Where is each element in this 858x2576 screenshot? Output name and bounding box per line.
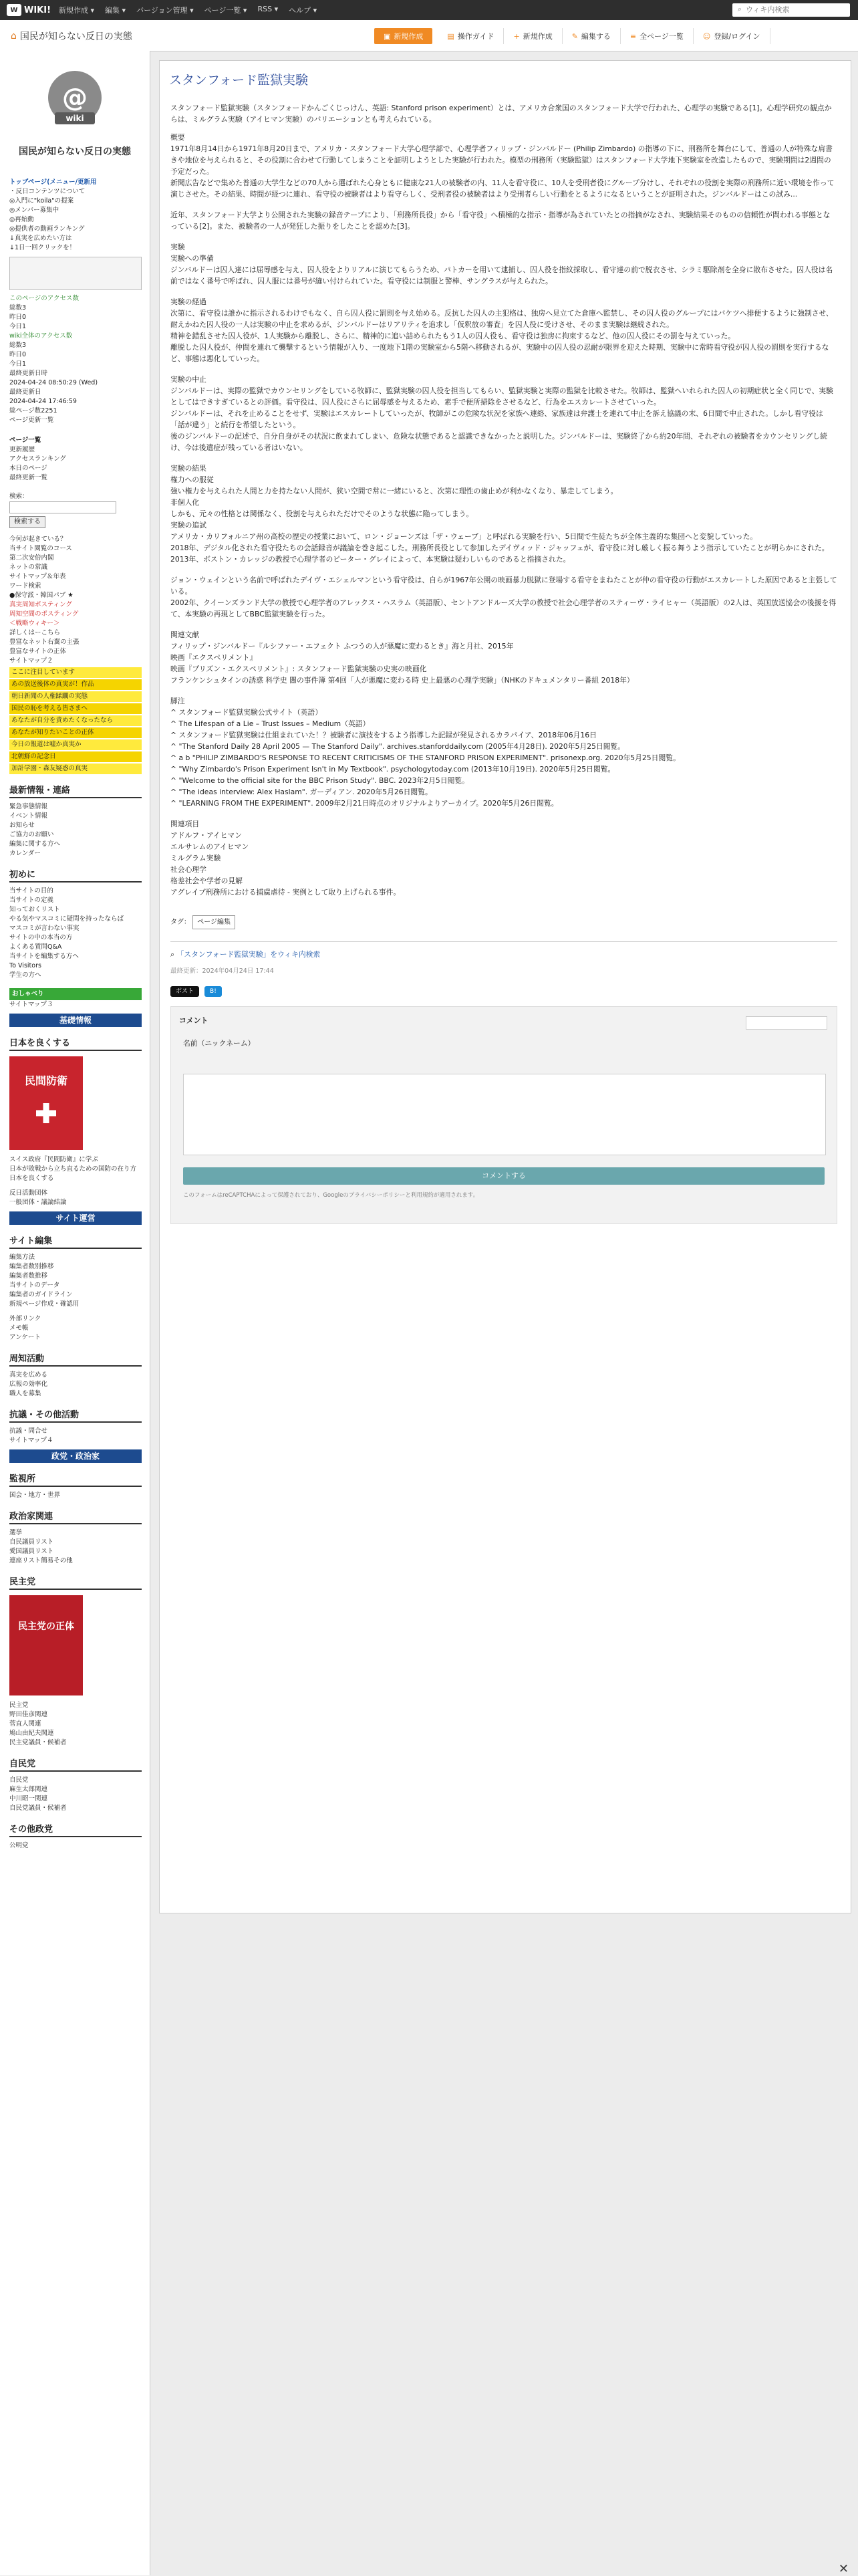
sidebar-title: 国民が知らない反日の実態	[19, 146, 131, 157]
recaptcha-note: このフォームはreCAPTCHAによって保護されており、Googleのプライバシーポリシーと利用規約が適用されます。	[183, 1192, 479, 1199]
user-icon: ☺	[702, 31, 711, 41]
sidebar-content	[9, 178, 142, 1851]
section-heading: 関連項目	[170, 820, 200, 828]
tag-area	[170, 915, 837, 929]
counter-value: 2024-04-24 08:50:29 (Wed)	[9, 379, 98, 386]
first-link[interactable]: サイトの中の本当の方	[9, 934, 73, 941]
menu-edit[interactable]: 編集 ▾	[105, 6, 126, 15]
section-heading: 実験	[170, 243, 185, 251]
first-link[interactable]: 当サイトの目的	[9, 887, 53, 895]
wiki-logo[interactable]	[7, 4, 51, 16]
counter-label: wiki全体のアクセス数	[9, 332, 73, 340]
article-section	[170, 241, 837, 287]
sidebar-link[interactable]: 当サイト閲覧のコース	[9, 545, 72, 552]
minshu-heading: 民主党	[9, 1578, 142, 1590]
section-paragraph: 実験の追試	[170, 521, 206, 530]
all-pages-button[interactable]	[621, 28, 694, 44]
japan-link[interactable]: 日本を良くする	[9, 1175, 54, 1182]
section-paragraph: ^ "Welcome to the official site for the BBC Prison Study". BBC. 2023年2月5日閲覧。	[170, 776, 469, 785]
section-paragraph: 後のジンバルドーの記述で、自分自身がその状況に飲まれてしまい、危険な状態であると認識できなかったと説明した。ジンバルドーは、実験終了から約20年間、それぞれの被験者をカウンセリングし続け、今は後遺症が残っている者はいない。	[170, 432, 827, 452]
japan-link[interactable]: スイス政府『民間防衛』に学ぶ	[9, 1156, 98, 1163]
area-heading: 周知活動	[9, 1355, 142, 1367]
counter-value: 総ページ数2251	[9, 407, 57, 415]
divider	[170, 941, 837, 942]
section-paragraph: フランケンシュタインの誘惑 科学史 闇の事件簿 第4回「人が悪魔に変わる時 史上最悪の心理学実験」（NHKのドキュメンタリー番組 2018年）	[170, 676, 634, 685]
section-heading: 実験の経過	[170, 298, 206, 306]
sidebar-search-input[interactable]	[9, 501, 116, 513]
sidebar-link[interactable]: 豊富なサイトの正体	[9, 648, 66, 655]
top-page-link[interactable]: トップページ(メニュー/更新用	[9, 179, 97, 186]
section-heading: 概要	[170, 133, 185, 142]
site-ops-bar: サイト運営	[9, 1211, 142, 1225]
first-link[interactable]: マスコミが言わない事実	[9, 925, 80, 932]
article-section	[170, 209, 837, 232]
minshu-link[interactable]: 菅直人関連	[9, 1720, 41, 1728]
article-section	[170, 374, 837, 453]
highlight-item[interactable]: 朝日新聞の人権蹂躙の実態	[9, 691, 142, 702]
sidebar-link[interactable]: 豊富なネット右翼の主張	[9, 638, 80, 646]
sitemap-link[interactable]: サイトマップ２	[9, 657, 53, 665]
news-link[interactable]: 編集に関する方へ	[9, 840, 61, 848]
counter-value: 今日1	[9, 360, 27, 368]
comment-form	[170, 1006, 837, 1224]
site-link[interactable]: 編集者のガイドライン	[9, 1291, 73, 1298]
section-paragraph: ^ The Lifespan of a Lie – Trust Issues – Medium（英語）	[170, 719, 370, 728]
jimin-link[interactable]: 自民党	[9, 1776, 29, 1784]
news-link[interactable]: ご協力のお願い	[9, 831, 54, 838]
site-header	[0, 20, 858, 51]
search-link-text[interactable]: 「スタンフォード監獄実験」をウィキ内検索	[176, 950, 321, 959]
sidebar-link[interactable]: サイトマップ＆年表	[9, 573, 66, 580]
highlight-item[interactable]: 今日の報道は嘘か真実か	[9, 739, 142, 750]
site-link[interactable]: アンケート	[9, 1334, 41, 1341]
other-link[interactable]: 公明党	[9, 1842, 29, 1849]
protest-heading: 抗議・その他活動	[9, 1411, 142, 1423]
section-paragraph: 強い権力を与えられた人間と力を持たない人間が、狭い空間で常に一緒にいると、次第に理性の歯止めが利かなくなり、暴走してしまう。	[170, 487, 618, 495]
counter-label: このページのアクセス数	[9, 295, 80, 302]
area-link[interactable]: 真実を広める	[9, 1371, 48, 1379]
plus-icon: +	[513, 31, 520, 41]
menu-rss[interactable]: RSS ▾	[257, 5, 279, 13]
counter-label: 最終更新日時	[9, 370, 48, 377]
social-buttons	[170, 986, 837, 997]
section-paragraph: 2013年、ボストン・カレッジの教授で心理学者のピーター・グレイによって、本実験は疑わしいものであると指摘された。	[170, 555, 571, 564]
guide-icon: ▤	[447, 31, 454, 41]
plus-icon: ▣	[384, 31, 391, 41]
party-link[interactable]: 愛国議員リスト	[9, 1548, 54, 1555]
counter-value: 2024-04-24 17:46:59	[9, 398, 77, 405]
news-heading: 最新情報・連絡	[9, 786, 142, 798]
wiki-at-logo[interactable]: @	[48, 71, 102, 124]
tag-edit-button[interactable]: ページ編集	[192, 915, 235, 929]
sidebar-search-button[interactable]: 検索する	[9, 516, 45, 528]
edit-button[interactable]	[563, 28, 621, 44]
site-link[interactable]: メモ帳	[9, 1324, 29, 1332]
highlight-item[interactable]: 北朝鮮の記念日	[9, 751, 142, 762]
politics-bar: 政党・政治家	[9, 1449, 142, 1463]
sidebar-line: ↓真実を広めたい方は	[9, 235, 72, 242]
search-icon: ⌕	[170, 950, 177, 959]
section-paragraph: アメリカ・カリフォルニア州の高校の歴史の授業において、ロン・ジョーンズは「ザ・ウェーブ」と呼ばれる実験を行い、5日間で生徒たちが全体主義的な集団へと変貌していった。	[170, 532, 758, 541]
party-link[interactable]: 自民議員リスト	[9, 1538, 54, 1546]
counter-value: 昨日0	[9, 314, 27, 321]
site-link[interactable]: 編集者数推移	[9, 1272, 48, 1280]
site-heading: サイト編集	[9, 1237, 142, 1249]
highlight-item[interactable]: あの放送後体の真実が！作品	[9, 679, 142, 690]
guide-button[interactable]	[438, 28, 504, 44]
history-link[interactable]: 更新履歴	[9, 446, 35, 453]
ranking-banner[interactable]	[9, 257, 142, 290]
sidebar-line[interactable]: ◎提供者の動画ランキング	[9, 225, 85, 233]
sidebar-top-link[interactable]	[9, 178, 142, 187]
comment-textarea[interactable]	[183, 1074, 826, 1155]
jimin-link[interactable]: 麻生太郎関連	[9, 1786, 48, 1793]
highlight-item[interactable]: ここに注目しています	[9, 667, 142, 678]
wiki-logo-label: wiki	[55, 112, 95, 124]
close-icon[interactable]: ✕	[838, 2562, 849, 2576]
book-banner[interactable]	[9, 1056, 83, 1150]
highlight-item[interactable]: 加計学園・森友疑惑の真実	[9, 764, 142, 774]
news-link[interactable]: イベント情報	[9, 812, 48, 820]
news-link[interactable]: カレンダー	[9, 850, 41, 857]
sidebar-line[interactable]: ◎再始動	[9, 216, 34, 223]
first-link[interactable]: 当サイトの定義	[9, 897, 53, 904]
section-paragraph: アドルフ・アイヒマン	[170, 831, 242, 840]
sitemap3-link[interactable]: サイトマップ３	[9, 1001, 53, 1008]
cross-icon	[36, 1103, 56, 1123]
guide-label: 操作ガイド	[457, 32, 494, 41]
jimin-link[interactable]: 中川昭一関連	[9, 1795, 48, 1802]
section-heading: 実験の結果	[170, 464, 206, 473]
logo-text: WIKI!	[24, 5, 51, 15]
minshu-link[interactable]: 鳩山由紀夫関連	[9, 1730, 54, 1737]
first-heading: 初めに	[9, 870, 142, 883]
other-heading: その他政党	[9, 1825, 142, 1837]
section-paragraph: 2002年、クイーンズランド大学の教授で心理学者のアレックス・ハスラム（英語版）、セントアンドルーズ大学の教授で社会心理学者のスティーヴ・ライヒャー（英語版）の2人は、英国放送協会の後援を得て、本実験の再現としてBBC監獄実験を行った。	[170, 598, 837, 618]
article-section	[170, 695, 837, 809]
section-paragraph: 映画『プリズン・エクスペリメント』: スタンフォード監獄実験の史実の映画化	[170, 665, 427, 673]
jimin-heading: 自民党	[9, 1760, 142, 1772]
section-paragraph: ^ "The Stanford Daily 28 April 2005 — The Stanford Daily". archives.stanforddaily.com (2005年4月28日). 2020年5月25日閲覧。	[170, 742, 625, 751]
first-link[interactable]: やる気やマスコミに疑問を持ったならば	[9, 915, 124, 923]
area-link[interactable]: 職人を募集	[9, 1390, 41, 1397]
book2-title: 民主党の正体	[18, 1621, 74, 1632]
section-heading: 脚注	[170, 697, 185, 705]
top-bar	[0, 0, 858, 20]
section-paragraph: 新聞広告などで集めた普通の大学生などの70人から選ばれた心身ともに健康な21人の被験者の内、11人を看守役に、10人を受刑者役にグループ分けし、それぞれの役割を実際の刑務所に近い環境を作って演じさせた。その結果、時間が経つに連れ、看守役の被験者はより看守らしく、受刑者役の被験者はより受刑者らしい行動をとるようになるということが証明された。ジンバルドーはこの試み...	[170, 179, 835, 199]
list-icon: ≡	[629, 31, 637, 41]
section-paragraph: 1971年8月14日から1971年8月20日まで、アメリカ・スタンフォード大学心理学部で、心理学者フィリップ・ジンバルドー (Philip Zimbardo) の指導の下に、刑務所を舞台にして、普通の人が特殊な肩書きや地位を与えられると、その役割に合わせて行動してしまうことを証明しようとした実験が行われた。模型の刑務所（実験監獄）はスタンフォード大学地下実験室を改造したもので、実験期間は2週間の予定だった。	[170, 144, 833, 176]
counter-label: 最終更新日	[9, 388, 41, 396]
section-paragraph: フィリップ・ジンバルドー『ルシファー・エフェクト ふつうの人が悪魔に変わるとき』海と月社、2015年	[170, 642, 514, 651]
recent-link[interactable]: 最終更新一覧	[9, 474, 48, 481]
article-section	[170, 463, 837, 565]
sidebar-link[interactable]: ●保守派・韓国パブ ★	[9, 592, 74, 599]
nickname-input[interactable]	[746, 1016, 827, 1030]
site-link[interactable]: 新規ページ作成・確認用	[9, 1300, 80, 1308]
party-link[interactable]: 連座リスト簡易その他	[9, 1557, 73, 1564]
sidebar-line[interactable]: ◎メンバー募集中	[9, 207, 59, 214]
highlight-item[interactable]: あなたが自分を責めたくなったなら	[9, 715, 142, 726]
search-icon: ⌕	[737, 5, 742, 13]
area-link[interactable]: 広報の効率化	[9, 1381, 48, 1388]
top-menu	[59, 5, 317, 15]
japan-heading: 日本を良くする	[9, 1039, 142, 1051]
article-section	[170, 132, 837, 200]
article-sections	[170, 132, 837, 898]
article-section	[170, 296, 837, 364]
section-paragraph: ^ スタンフォード監獄実験公式サイト（英語）	[170, 708, 323, 717]
intro-paragraph: スタンフォード監獄実験（スタンフォードかんごくじっけん、英語: Stanford prison experiment）とは、アメリカ合衆国のスタンフォード大学で行われた、心理学の実験である[1]。心理学研究の観点からは、ミルグラム実験（アイヒマン実験）のバリエーションとも考えられている。	[170, 104, 832, 124]
section-paragraph: エルサレムのアイヒマン	[170, 842, 249, 851]
minshu-link[interactable]: 野田佳彦関連	[9, 1711, 48, 1718]
site-link[interactable]: 編集方法	[9, 1254, 35, 1261]
menu-pages[interactable]: ページ一覧 ▾	[204, 6, 247, 15]
section-paragraph: 権力への服従	[170, 475, 214, 484]
red-link[interactable]: ＜戦略ウィキー＞	[9, 620, 60, 627]
section-paragraph: ミルグラム実験	[170, 854, 221, 862]
sidebar-line: ↓1日一回クリックを！	[9, 244, 76, 251]
protest-link[interactable]: サイトマップ４	[9, 1437, 53, 1444]
sidebar-link[interactable]: ワード検索	[9, 582, 41, 590]
site-title[interactable]	[11, 29, 132, 43]
article-body	[170, 102, 837, 1224]
section-paragraph: ジンバルドーは、実際の監獄でカウンセリングをしている牧師に、監獄実験の囚人役を担当してもらい、監獄実験と実際の監獄を比較させた。牧師は、監獄へいれられた囚人の初期症状と全く同じで、実験としてはできすぎているとの評価。看守役は、囚人役にさらに屈辱感を与えるため、素手で便所掃除をさせるなど、行為をエスカレートさせていった。	[170, 386, 833, 406]
party-link[interactable]: 選挙	[9, 1529, 23, 1536]
sidebar-line[interactable]: ・反日コンテンツについて	[9, 188, 86, 195]
party-link[interactable]: 国会・地方・世界	[9, 1492, 61, 1499]
main-content	[159, 60, 851, 1913]
book-title: 民間防衛	[24, 1074, 67, 1087]
site-link[interactable]: 編集者数別推移	[9, 1263, 54, 1270]
section-paragraph: 非個人化	[170, 498, 200, 507]
new-button[interactable]	[504, 28, 562, 44]
highlight-list	[9, 667, 142, 774]
x-post-button[interactable]: ポスト	[170, 986, 199, 997]
sidebar-search-label: 検索：	[9, 493, 29, 500]
counter-value: 総数3	[9, 304, 27, 312]
sidebar-link[interactable]: ネットの常識	[9, 564, 48, 571]
first-link[interactable]: 当サイトを編集する方へ	[9, 953, 79, 960]
section-paragraph: ^ "LEARNING FROM THE EXPERIMENT". 2009年2月21日時点のオリジナルよりアーカイブ。2020年5月26日閲覧。	[170, 799, 559, 808]
section-paragraph: 社会心理学	[170, 865, 206, 874]
article-section	[170, 818, 837, 898]
counter-value: 総数3	[9, 342, 27, 349]
today-link[interactable]: 本日のページ	[9, 465, 47, 472]
section-paragraph: 離脱した囚人役が、仲間を連れて襲撃するという情報が入り、一度地下1階の実験室から5階へ移動されるが、実験中の囚人役の忍耐が限界を迎えた時期、実験中に常時看守役が囚人役の罰則を実行するなど、事態は悪化していった。	[170, 343, 829, 363]
home-icon: ⌂	[11, 31, 17, 41]
pencil-icon: ✎	[571, 31, 578, 41]
page-list-link[interactable]: ページ一覧	[9, 437, 41, 444]
wiki-search-input[interactable]	[732, 3, 850, 17]
tag-label: タグ：	[170, 919, 190, 926]
sidebar-link[interactable]: 今何が起きている？	[9, 536, 67, 543]
highlight-item[interactable]: 国民の恥を考える皆さまへ	[9, 703, 142, 714]
base-bar: 基礎情報	[9, 1014, 142, 1027]
section-heading: 実験の中止	[170, 375, 206, 384]
section-paragraph: 近年、スタンフォード大学より公開された実験の録音テープにより、「刑務所長役」から「看守役」へ積極的な指示・指導が為されていたとの指摘がなされ、実験結果そのものの信頼性が問われる事態となっている[2]。また、被験者の一人が発狂した振りをしたことを認めた[3]。	[170, 211, 831, 231]
minshu-link[interactable]: 民主党	[9, 1702, 29, 1709]
news-link[interactable]: 緊急事態情報	[9, 803, 48, 810]
comment-submit-button[interactable]: コメントする	[183, 1167, 825, 1185]
section-paragraph: ^ a b "PHILIP ZIMBARDO'S RESPONSE TO RECENT CRITICISMS OF THE STANFORD PRISON EXPERIMENT". prisonexp.org. 2020年5月25日閲覧。	[170, 753, 680, 762]
login-button[interactable]	[694, 28, 770, 44]
create-page-button[interactable]	[374, 28, 432, 44]
last-update: 最終更新：2024年04月24日 17:44	[170, 967, 274, 975]
section-paragraph: ^ "The ideas interview: Alex Haslam". ガーディアン. 2020年5月26日閲覧。	[170, 788, 432, 796]
section-paragraph: ジョン・ウェインという名前で呼ばれたデイヴ・エシェルマンという看守役は、自らが1967年公開の映画暴力脱獄に登場する看守をまねたことが仲の看守役の行動がエスカレートした原因であると主張している。	[170, 576, 837, 596]
comment-name-label: 名前（ニックネーム）	[183, 1039, 255, 1048]
section-paragraph: ジンバルドーは、それを止めることをせず、実験はエスカレートしていったが、牧師がこの危険な状況を家族へ連絡、家族達は弁護士を連れて中止を訴え協議の末、6日間で中止された。しかし看守役は「話が違う」と続行を希望したという。	[170, 409, 823, 429]
login-label: 登録/ログイン	[714, 32, 760, 41]
minshu-link[interactable]: 民主党議員・候補者	[9, 1739, 67, 1746]
section-paragraph: アグレイブ刑務所における捕虜虐待 - 実例として取り上げられる事件。	[170, 888, 401, 897]
first-link[interactable]: 知っておくリスト	[9, 906, 60, 913]
section-paragraph: ジンバルドーは囚人達には屈辱感を与え、囚人役をよりリアルに演じてもらうため、パトカーを用いて逮捕し、囚人役を指紋採取し、看守達の前で脱衣させ、シラミ駆除剤を全身に散布させた。囚人役は名前ではなく番号で呼ばれ、囚人服には番号が縫い付けられていた。看守役には制服と警棒、サングラスが与えられた。	[170, 265, 833, 285]
all-pages-label: 全ページ一覧	[639, 32, 684, 41]
section-paragraph: 2018年、デジタル化された看守役たちの会話録音が議論を巻き起こした。刑務所長役として参加したデイヴィッド・ジャッフェが、看守役に対し厳しく振る舞うよう指示していたことが明らかにされた。	[170, 544, 829, 552]
section-paragraph: 精神を錯乱させた囚人役が、1人実験から離脱し、さらに、精神的に追い詰められたもう1人の囚人役も、看守役は独房に拘束するなど、他の囚人役にその罰を与えていった。	[170, 332, 736, 340]
sidebar-line[interactable]: ◎入門に"koila"の提案	[9, 197, 74, 205]
hatena-button[interactable]: B!	[204, 986, 222, 997]
japan-link[interactable]: 一般団体・議論結論	[9, 1199, 67, 1206]
protest-link[interactable]: 抗議・問合せ	[9, 1427, 48, 1435]
japan-link[interactable]: 日本が敗戦から立ち直るための国防の在り方	[9, 1165, 137, 1173]
japan-link[interactable]: 反日活動団体	[9, 1189, 48, 1197]
green-label[interactable]: おしゃべり	[9, 988, 142, 1000]
wiki-search-link[interactable]	[170, 949, 837, 960]
first-link[interactable]: よくある質問Q&A	[9, 943, 62, 951]
menu-version[interactable]: バージョン管理 ▾	[136, 6, 194, 15]
section-paragraph: 実験への準備	[170, 254, 214, 263]
ranking-link[interactable]: アクセスランキング	[9, 455, 66, 463]
jimin-link[interactable]: 自民党議員・候補者	[9, 1804, 67, 1812]
new-label: 新規作成	[523, 32, 553, 41]
article-section	[170, 629, 837, 686]
article-section	[170, 574, 837, 620]
section-heading: 関連文献	[170, 630, 200, 639]
sidebar-link[interactable]: 詳しくはーこちら	[9, 629, 61, 636]
comment-title: コメント	[179, 1016, 208, 1025]
counter-value: 今日1	[9, 323, 27, 330]
site-link[interactable]: 外部リンク	[9, 1315, 41, 1322]
counter-value: 昨日0	[9, 351, 27, 358]
sidebar	[0, 51, 150, 2575]
section-paragraph: ^ スタンフォード監獄実験は仕組まれていた！？被験者に演技をするよう指導した記録が発見されるカラパイア、2018年06月16日	[170, 731, 597, 739]
site-title-text: 国民が知らない反日の実態	[19, 31, 132, 42]
highlight-item[interactable]: あなたが知りたいことの正体	[9, 727, 142, 738]
menu-new[interactable]: 新規作成 ▾	[59, 6, 95, 15]
edit-label: 編集する	[581, 32, 611, 41]
menu-help[interactable]: ヘルプ ▾	[289, 6, 317, 15]
counter-link[interactable]: ページ更新一覧	[9, 417, 54, 424]
red-link[interactable]: 周知空間のポスティング	[9, 610, 79, 618]
section-paragraph: ^ "Why Zimbardo's Prison Experiment Isn't in My Textbook". psychologytoday.com (2013年10月19日). 2020年5月25日閲覧。	[170, 765, 615, 774]
section-paragraph: しかも、元々の性格とは関係なく、役割を与えられただけでそのような状態に陥ってしまう。	[170, 509, 474, 518]
site-nav	[374, 28, 770, 44]
logo-icon: W	[7, 4, 21, 16]
first-link[interactable]: To Visitors	[9, 962, 41, 969]
section-paragraph: 映画『エクスペリメント』	[170, 653, 257, 662]
sidebar-link[interactable]: 第二次安倍内閣	[9, 554, 54, 562]
page-title: スタンフォード監獄実験	[169, 73, 309, 88]
section-paragraph: 格差社会や学者の見解	[170, 876, 243, 885]
news-link[interactable]: お知らせ	[9, 822, 35, 829]
party-heading: 監視所	[9, 1475, 142, 1487]
red-link[interactable]: 真実周知ポスティング	[9, 601, 72, 608]
section-paragraph: 次第に、看守役は誰かに指示されるわけでもなく、自ら囚人役に罰則を与え始める。反抗した囚人の主犯格は、独房へ見立てた倉庫へ監禁し、その囚人役のグループにはバケツへ排便するように強制させ、耐えかねた囚人役の一人は実験の中止を求めるが、ジンバルドーはリアリティを追求し「仮釈放の審査」を囚人役に受けさせ、そのまま実験は継続された。	[170, 309, 833, 329]
create-label: 新規作成	[394, 32, 424, 41]
party2-heading: 政治家関連	[9, 1512, 142, 1524]
book2-banner[interactable]	[9, 1595, 83, 1695]
site-link[interactable]: 当サイトのデータ	[9, 1282, 60, 1289]
first-link[interactable]: 学生の方へ	[9, 971, 41, 979]
